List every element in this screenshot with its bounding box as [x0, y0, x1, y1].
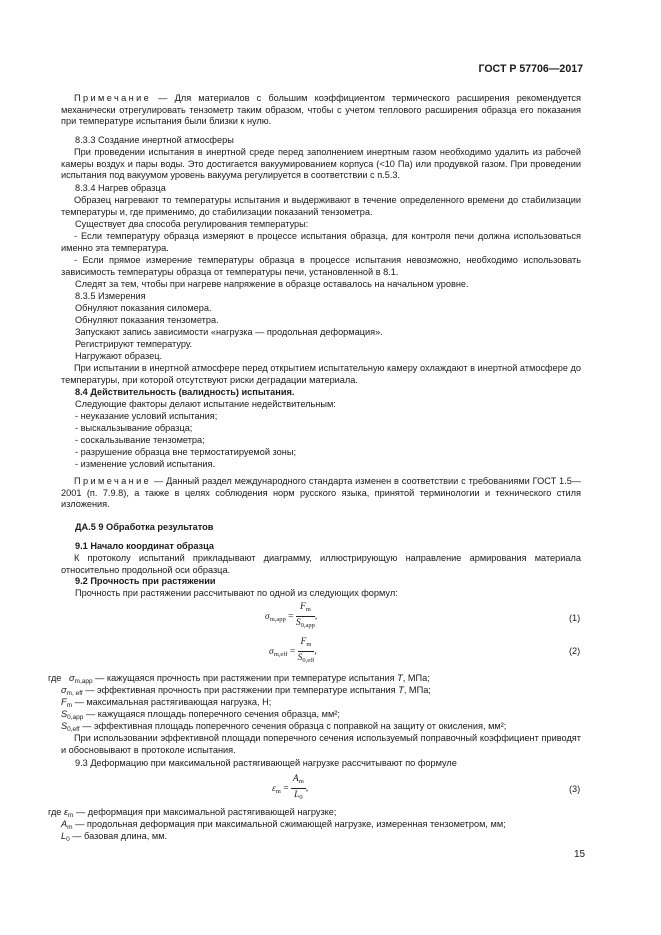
- note-1-text: — Для материалов с большим коэффициентом термического расширения рекомендуется механически отрегулировать тензометр таким образом, чтобы с учетом теплового расширения образца его показания при температуре испытания были близки к нулю.: [61, 93, 581, 127]
- measure-line: Обнуляют показания тензометра.: [75, 315, 219, 325]
- invalid-factor-item: - разрушение образца вне термостатируемой зоны;: [75, 447, 296, 457]
- eq2-lhs: $\sigma_{m,eff}$ =: [269, 646, 298, 658]
- section-9-1-title: 9.1 Начало координат образца: [75, 541, 214, 551]
- equation-1-number: (1): [569, 613, 581, 623]
- section-8-3-3-title: 8.3.3 Создание инертной атмосферы: [75, 135, 234, 145]
- section-8-3-4-p5: Следят за тем, чтобы при нагреве напряжение в образце оставалось на начальном уровне.: [75, 279, 469, 289]
- section-8-3-5-title: 8.3.5 Измерения: [75, 291, 146, 301]
- invalid-factor-item: - выскальзывание образца;: [75, 423, 193, 433]
- invalid-factor-item: - соскальзывание тензометра;: [75, 435, 205, 445]
- equation-1: $\sigma_{m,app}$ = $F_m$ $S_{0,app}$ ,: [265, 602, 318, 629]
- annex-da5-title: ДА.5 9 Обработка результатов: [75, 522, 214, 532]
- section-9-2-title: 9.2 Прочность при растяжении: [75, 576, 216, 586]
- page-number: 15: [574, 849, 586, 860]
- section-8-3-4-p1: Образец нагревают то температуры испытания и выдерживают в течение определенного времени до стабилизации температуры и, где применимо, до стабилизации показаний тензометра.: [61, 195, 581, 217]
- section-8-3-4-title: 8.3.4 Нагрев образца: [75, 183, 166, 193]
- measure-line: Запускают запись зависимости «нагрузка — продольная деформация».: [75, 327, 383, 337]
- section-8-3-4-p2: Существует два способа регулирования температуры:: [75, 219, 309, 229]
- inert-cooling-text: При испытании в инертной атмосфере перед открытием испытательную камеру охлаждают в инертной атмосфере до температуры, при которой отсутствуют риски деградации материала.: [61, 363, 581, 385]
- eq1-fraction: $F_m$ $S_{0,app}$: [295, 602, 315, 629]
- eq3-fraction: $\frac{A_m}{L_0}$: [292, 774, 304, 801]
- section-9-1-text: К протоколу испытаний прикладывают диаграмму, иллюстрирующую направление армирования материала относительно продольной оси образца.: [61, 553, 581, 575]
- equation-3: $\varepsilon_m$ = $\frac{A_m}{L_0}$ ,: [272, 774, 309, 801]
- section-8-3-4-p3: - Если температуру образца измеряют в процессе испытания образца, для контроля печи должна использоваться именно эта температура.: [61, 231, 581, 253]
- note-2: [61, 476, 581, 511]
- section-9-3-intro: 9.3 Деформацию при максимальной растягивающей нагрузке рассчитывают по формуле: [75, 758, 457, 768]
- definition-a-m: $A_m$ — продольная деформация при максимальной сжимающей нагрузке, измеренная тензометром, мм;: [61, 819, 506, 831]
- eq3-lhs: $\varepsilon_m$ =: [272, 783, 291, 795]
- definition-sigma-app: $\sigma_{m,app}$ — кажущаяся прочность при растяжении при температуре испытания T, МПа;: [69, 673, 430, 685]
- note-2-text: — Данный раздел международного стандарта изменен в соответствии с требованиями ГОСТ 1.5—2001 (п. 7.9.8), а также в целях соблюдения норм русского языка, принятой терминологии и технического стиля изложения.: [61, 476, 581, 510]
- measure-line: Обнуляют показания силомера.: [75, 303, 212, 313]
- section-9-2-intro: Прочность при растяжении рассчитывают по одной из следующих формул:: [75, 588, 398, 598]
- measure-line: Регистрируют температуру.: [75, 339, 193, 349]
- invalid-factor-item: - неуказание условий испытания;: [75, 411, 218, 421]
- section-8-3-4-p4: - Если прямое измерение температуры образца в процессе испытания невозможно, необходимо использовать зависимость температуры образца от температуры печи, установленной в 8.1.: [61, 255, 581, 277]
- definition-s-eff: $S_{0,eff}$ — эффективная площадь поперечного сечения образца с поправкой на защиту от окисления, мм²;: [61, 721, 507, 733]
- equation-2: $\sigma_{m,eff}$ = $F_m$ $S_{0,eff}$ ,: [269, 637, 317, 664]
- eq1-lhs: $\sigma_{m,app}$ =: [265, 611, 296, 623]
- definition-f-m: $F_m$ — максимальная растягивающая нагрузка, Н;: [61, 697, 272, 709]
- invalid-factor-item: - изменение условий испытания.: [75, 459, 216, 469]
- definition-sigma-eff: $\sigma_{m, eff}$ — эффективная прочность при растяжении при температуре испытания T, МПа;: [61, 685, 431, 697]
- definition-l-0: $L_0$ — базовая длина, мм.: [61, 831, 168, 843]
- eq2-fraction: $F_m$ $S_{0,eff}$: [297, 637, 315, 664]
- section-8-4-title: 8.4 Действительность (валидность) испытания.: [75, 387, 295, 397]
- equation-3-number: (3): [569, 784, 581, 794]
- note-1: [61, 93, 581, 128]
- note-2-label: Примечание: [74, 476, 152, 486]
- equation-2-number: (2): [569, 646, 581, 656]
- where-label: где $\varepsilon_m$ — деформация при максимальной растягивающей нагрузке;: [48, 807, 337, 819]
- where-label: где: [48, 673, 62, 683]
- section-8-4-intro: Следующие факторы делают испытание недействительным:: [75, 399, 336, 409]
- section-8-3-3-text: При проведении испытания в инертной среде перед заполнением инертным газом необходимо удалить из рабочей камеры воздух и пары воды. Это достигается вакуумированием корпуса (<10 Па) или продувкой газом. При проведении испытания под вакуумом уровень вакуума регулируется в соответствии с п.5.3.: [61, 147, 581, 181]
- measure-line: Нагружают образец.: [75, 351, 163, 361]
- standard-code: ГОСТ Р 57706—2017: [478, 63, 583, 75]
- note-1-label: Примечание: [74, 93, 152, 103]
- effective-area-text: При использовании эффективной площади поперечного сечения используемый поправочный коэффициент приводят и обосновывают в протоколе испытания.: [61, 733, 581, 755]
- definition-s-app: $S_{0,app}$ — кажущаяся площадь поперечного сечения образца, мм²;: [61, 709, 340, 721]
